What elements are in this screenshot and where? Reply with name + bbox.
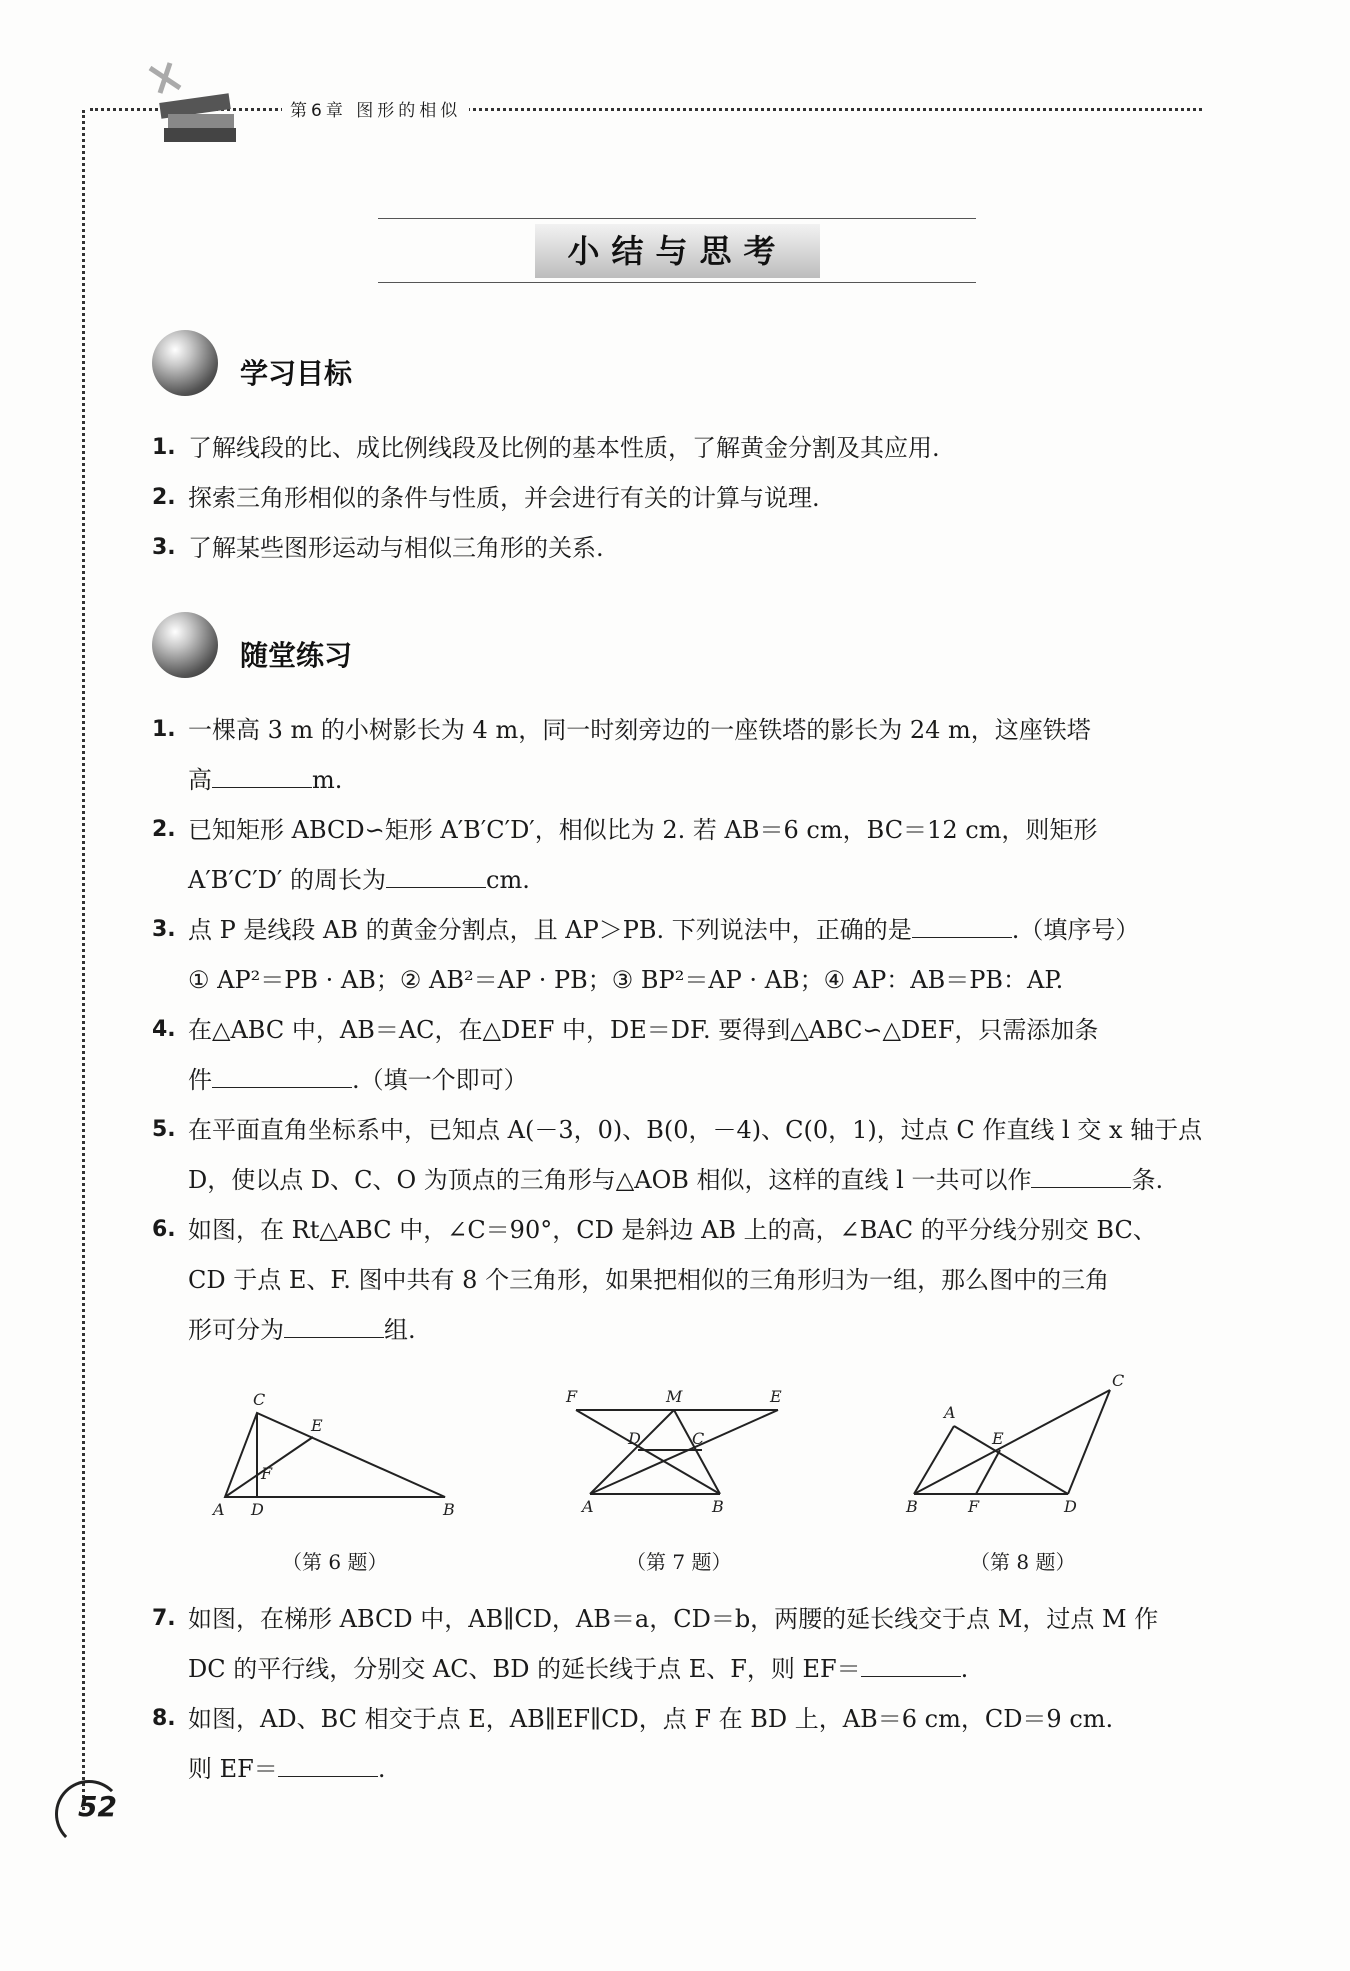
segment-ef (976, 1450, 1000, 1494)
answer-blank[interactable] (212, 765, 312, 788)
label-c: C (1112, 1372, 1125, 1390)
question-text: 点 P 是线段 AB 的黄金分割点，且 AP＞PB. 下列说法中，正确的是 .（填序号） (188, 916, 1140, 944)
question-text: A′B′C′D′ 的周长为 cm. (188, 866, 530, 894)
goal-num: 3. (152, 535, 176, 560)
question-text: 则 EF＝ . (188, 1755, 386, 1783)
answer-blank[interactable] (912, 915, 1012, 938)
label-d: D (628, 1429, 641, 1448)
question-text: 如图，在梯形 ABCD 中，AB∥CD，AB＝a，CD＝b，两腰的延长线交于点 M，过点 M 作 (188, 1605, 1159, 1633)
goal-text: 探索三角形相似的条件与性质，并会进行有关的计算与说理. (188, 484, 820, 512)
question-text: 在△ABC 中，AB＝AC，在△DEF 中，DE＝DF. 要得到△ABC∽△DEF，只需添加条 (188, 1016, 1099, 1044)
figure-8 (900, 1372, 1160, 1532)
label-f: F (261, 1464, 273, 1483)
answer-blank[interactable] (212, 1065, 352, 1088)
question-text: CD 于点 E、F. 图中共有 8 个三角形，如果把相似的三角形归为一组，那么图中的三角 (188, 1266, 1110, 1294)
side-dotted-rule (82, 110, 85, 1810)
label-b: B (906, 1497, 918, 1516)
label-e: E (770, 1387, 782, 1406)
answer-blank[interactable] (1031, 1165, 1131, 1188)
question-num: 8. (152, 1706, 176, 1731)
section-globe-icon (152, 612, 218, 678)
question-num: 4. (152, 1017, 176, 1042)
figure-7-caption: （第 7 题） (626, 1550, 732, 1574)
figure-8-caption: （第 8 题） (970, 1550, 1076, 1574)
question-num: 6. (152, 1217, 176, 1242)
question-text: 高 m. (188, 766, 343, 794)
line-ad (954, 1426, 1068, 1494)
question-text: 如图，在 Rt△ABC 中，∠C＝90°，CD 是斜边 AB 上的高，∠BAC 的平分线分别交 BC、 (188, 1216, 1157, 1244)
question-text: 一棵高 3 m 的小树影长为 4 m，同一时刻旁边的一座铁塔的影长为 24 m，这座铁塔 (188, 716, 1091, 744)
chapter-header: 第6章 图形的相似 (282, 96, 469, 121)
question-num: 1. (152, 717, 176, 742)
label-a: A (944, 1403, 956, 1422)
label-c: C (253, 1390, 266, 1409)
goal-text: 了解线段的比、成比例线段及比例的基本性质，了解黄金分割及其应用. (188, 434, 940, 462)
question-text: 在平面直角坐标系中，已知点 A(－3，0)、B(0，－4)、C(0，1)，过点 C 作直线 l 交 x 轴于点 (188, 1116, 1203, 1144)
label-e: E (311, 1416, 323, 1435)
books-icon (140, 58, 250, 148)
question-text: 件 .（填一个即可） (188, 1066, 528, 1094)
label-d: D (251, 1500, 264, 1519)
section-ball-icon (152, 330, 218, 396)
question-num: 7. (152, 1606, 176, 1631)
page-number: 52 (78, 1790, 117, 1823)
figure-6-caption: （第 6 题） (282, 1550, 388, 1574)
label-f: F (968, 1497, 980, 1516)
figure-6 (205, 1385, 465, 1525)
leg-am (590, 1410, 674, 1494)
question-text: 形可分为 组. (188, 1316, 416, 1344)
label-b: B (443, 1500, 455, 1519)
figure-7 (560, 1378, 800, 1528)
answer-blank[interactable] (386, 865, 486, 888)
title-top-rule (378, 218, 976, 219)
answer-blank[interactable] (278, 1754, 378, 1777)
side-cd (1068, 1390, 1110, 1494)
answer-blank[interactable] (861, 1654, 961, 1677)
question-text: D，使以点 D、C、O 为顶点的三角形与△AOB 相似，这样的直线 l 一共可以作 条. (188, 1166, 1164, 1194)
label-e: E (992, 1429, 1004, 1448)
question-options: ① AP²＝PB · AB；② AB²＝AP · PB；③ BP²＝AP · AB；④ AP：AB＝PB：AP. (188, 966, 1064, 994)
question-text: 如图，AD、BC 相交于点 E，AB∥EF∥CD，点 F 在 BD 上，AB＝6 cm，CD＝9 cm. (188, 1705, 1114, 1733)
title-bottom-rule (378, 282, 976, 283)
section-title-goals: 学习目标 (240, 357, 353, 390)
goal-num: 2. (152, 485, 176, 510)
question-num: 3. (152, 917, 176, 942)
question-text: DC 的平行线，分别交 AC、BD 的延长线于点 E、F，则 EF＝ . (188, 1655, 969, 1683)
section-title-practice: 随堂练习 (240, 639, 353, 672)
label-a: A (213, 1500, 225, 1519)
label-c: C (692, 1429, 705, 1448)
diag-bf (576, 1410, 720, 1494)
label-f: F (566, 1387, 578, 1406)
label-m: M (666, 1387, 683, 1406)
label-d: D (1064, 1497, 1077, 1516)
goal-text: 了解某些图形运动与相似三角形的关系. (188, 534, 604, 562)
question-text: 已知矩形 ABCD∽矩形 A′B′C′D′，相似比为 2. 若 AB＝6 cm，BC＝12 cm，则矩形 (188, 816, 1098, 844)
question-num: 5. (152, 1117, 176, 1142)
answer-blank[interactable] (284, 1315, 384, 1338)
label-a: A (582, 1497, 594, 1516)
label-b: B (712, 1497, 724, 1516)
diag-ae (590, 1410, 778, 1494)
question-num: 2. (152, 817, 176, 842)
header-dotted-rule (90, 108, 1202, 111)
goal-num: 1. (152, 435, 176, 460)
page-title: 小结与思考 (535, 224, 820, 278)
